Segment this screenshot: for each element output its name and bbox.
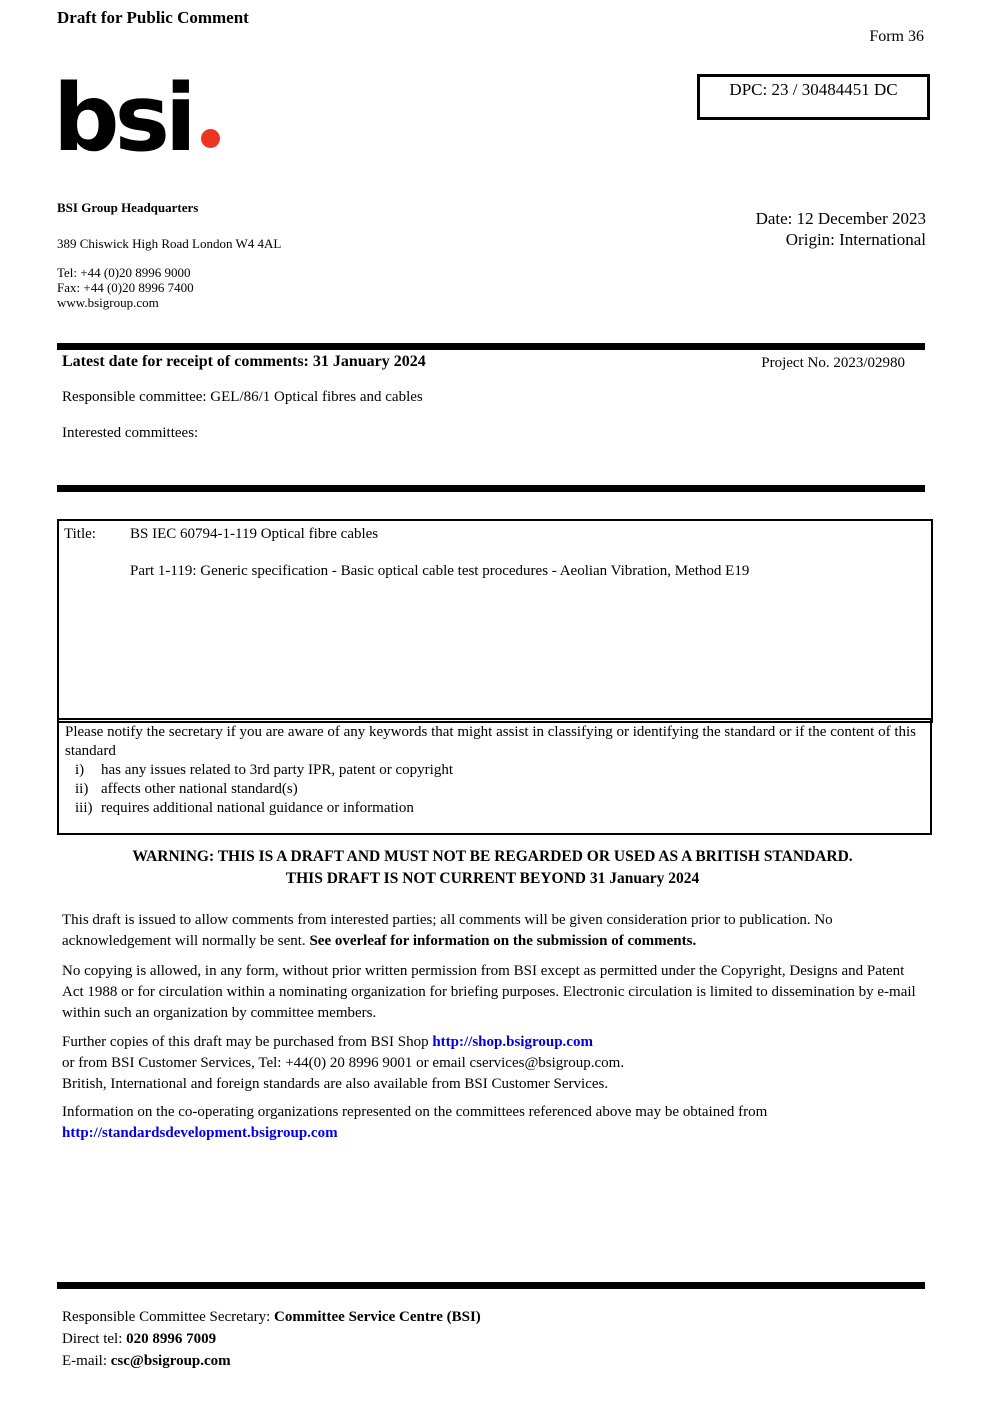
- secretary-value: Committee Service Centre (BSI): [274, 1309, 481, 1325]
- bsi-shop-link[interactable]: http://shop.bsigroup.com: [432, 1034, 593, 1050]
- hq-name: BSI Group Headquarters: [57, 200, 199, 215]
- issue-date: Date: 12 December 2023: [755, 209, 926, 228]
- email-line: [62, 1350, 481, 1372]
- horizontal-rule-bottom: [57, 1282, 925, 1289]
- secretary-label: Responsible Committee Secretary:: [62, 1309, 275, 1325]
- see-overleaf-note: See overleaf for information on the submission of comments.: [309, 933, 697, 949]
- no-copying-paragraph: No copying is allowed, in any form, without prior written permission from BSI except as permitted under the Copyright, Designs and Patent Act 1988 or for circulation within a nominating organization for briefing purposes. Electronic circulation is limited to dissemination by e-mail within such an organization by committee members.: [62, 963, 916, 1021]
- notify-item-3-marker: iii): [75, 800, 93, 816]
- title-box: [57, 519, 933, 723]
- form-number-label: Form 36: [869, 28, 924, 45]
- notify-intro: Please notify the secretary if you are aware of any keywords that might assist in classifying or identifying the standard or if the content of this standard: [65, 724, 917, 759]
- notify-item-2-marker: ii): [75, 781, 89, 797]
- direct-tel-line: [62, 1328, 481, 1350]
- email-value: csc@bsigroup.com: [110, 1353, 231, 1369]
- draft-for-public-comment-label: Draft for Public Comment: [57, 8, 249, 27]
- hq-fax: Fax: +44 (0)20 8996 7400: [57, 280, 194, 295]
- bsi-logo: [53, 64, 220, 172]
- draft-warning: [57, 846, 928, 890]
- direct-tel-label: Direct tel:: [62, 1331, 127, 1347]
- warning-line-2: THIS DRAFT IS NOT CURRENT BEYOND 31 January 2024: [285, 870, 700, 887]
- bsi-shop-text: Further copies of this draft may be purchased from BSI Shop: [62, 1034, 433, 1050]
- hq-street-address: 389 Chiswick High Road London W4 4AL: [57, 236, 282, 251]
- bsi-logo-red-dot-icon: [201, 129, 220, 148]
- standards-development-link[interactable]: http://standardsdevelopment.bsigroup.com: [62, 1125, 338, 1141]
- latest-comments-date: Latest date for receipt of comments: 31 January 2024: [62, 353, 426, 370]
- horizontal-rule-middle: [57, 485, 925, 492]
- hq-tel: Tel: +44 (0)20 8996 9000: [57, 265, 191, 280]
- notify-item-3-text: requires additional national guidance or information: [101, 800, 414, 816]
- comments-consideration-text: This draft is issued to allow comments from interested parties; all comments will be given consideration prior to publication. No acknowledgement will normally be sent.: [62, 912, 833, 949]
- bsi-logo-text: bsi: [53, 64, 192, 172]
- notify-item-3: [75, 799, 924, 818]
- standard-title: BS IEC 60794-1-119 Optical fibre cables: [130, 526, 379, 542]
- purchase-info-paragraph: [62, 1032, 926, 1095]
- customer-services-line: or from BSI Customer Services, Tel: +44(0) 20 8996 9001 or email cservices@bsigroup.com.: [62, 1055, 625, 1071]
- secretary-line: [62, 1306, 481, 1328]
- project-number: Project No. 2023/02980: [761, 355, 905, 371]
- keywords-notify-box: [57, 718, 932, 835]
- notify-item-1-marker: i): [75, 762, 85, 778]
- dpc-number-box: [697, 74, 930, 120]
- date-origin-block: [756, 208, 926, 250]
- email-label: E-mail:: [62, 1353, 111, 1369]
- standard-subtitle: Part 1-119: Generic specification - Basic optical cable test procedures - Aeolian Vibration, Method E19: [130, 563, 750, 579]
- title-label: Title:: [64, 526, 96, 542]
- notify-item-2-text: affects other national standard(s): [101, 781, 298, 797]
- dpc-number: DPC: 23 / 30484451 DC: [729, 80, 898, 99]
- interested-committees: Interested committees:: [62, 425, 199, 441]
- origin: Origin: International: [785, 230, 926, 249]
- footer-contact-block: [62, 1306, 481, 1372]
- hq-contact-block: [57, 265, 194, 310]
- warning-line-1: WARNING: THIS IS A DRAFT AND MUST NOT BE REGARDED OR USED AS A BRITISH STANDARD.: [132, 848, 853, 865]
- notify-item-1-text: has any issues related to 3rd party IPR, patent or copyright: [101, 762, 454, 778]
- comments-consideration-paragraph: [62, 910, 926, 952]
- notify-item-2: [75, 780, 924, 799]
- notify-item-1: [75, 761, 924, 780]
- responsible-committee: Responsible committee: GEL/86/1 Optical fibres and cables: [62, 389, 423, 405]
- standards-availability-line: British, International and foreign standards are also available from BSI Customer Services.: [62, 1076, 609, 1092]
- cooperating-orgs-text: Information on the co-operating organizations represented on the committees referenced above may be obtained from: [62, 1104, 768, 1120]
- hq-website: www.bsigroup.com: [57, 295, 159, 310]
- horizontal-rule-top: [57, 343, 925, 350]
- direct-tel-value: 020 8996 7009: [126, 1331, 217, 1347]
- cooperating-orgs-paragraph: [62, 1102, 926, 1144]
